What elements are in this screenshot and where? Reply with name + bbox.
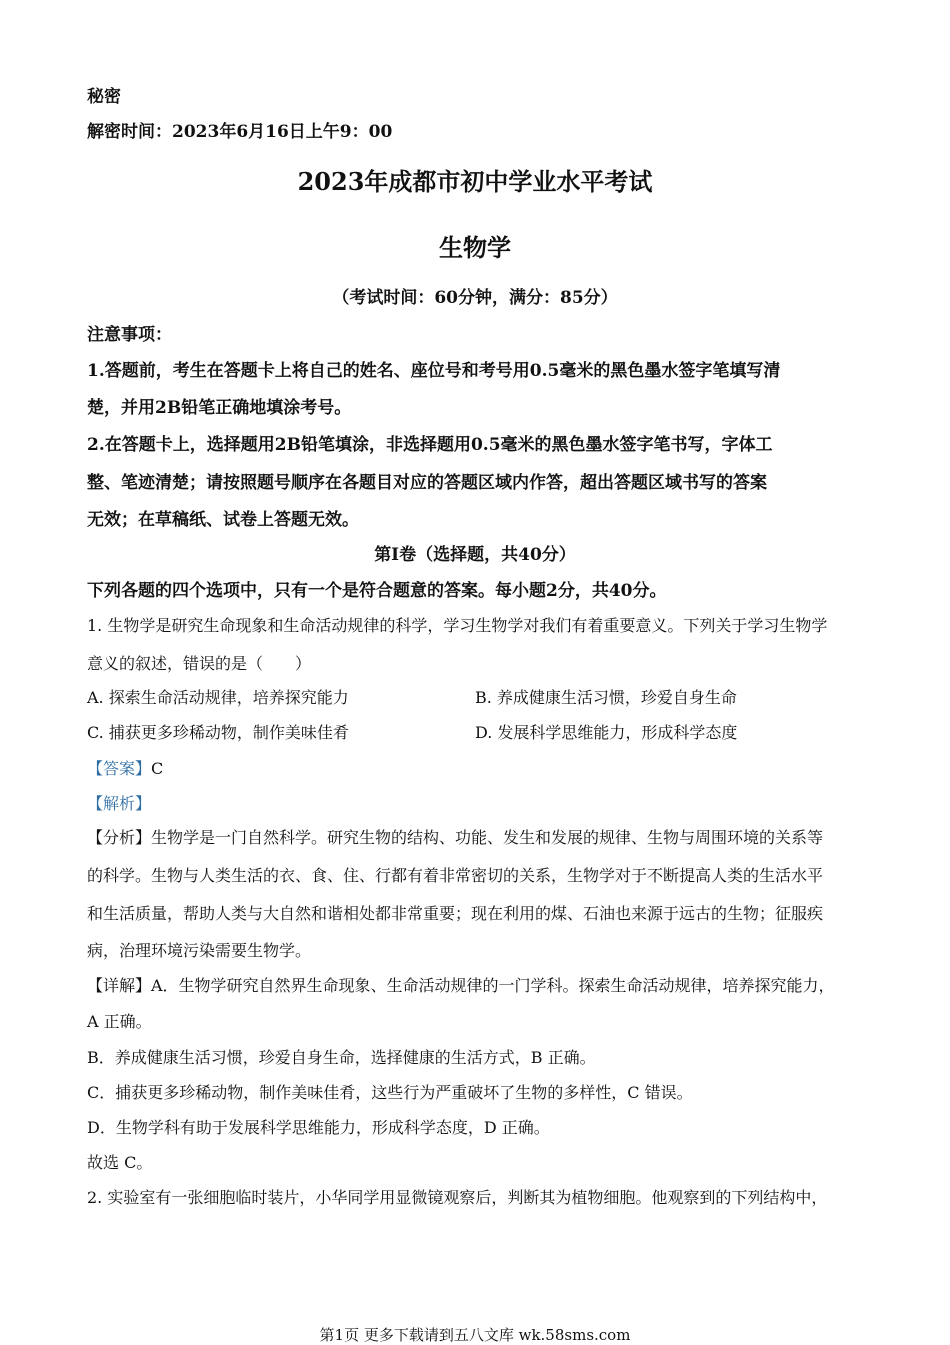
analysis-tag: 【解析】 — [87, 794, 152, 813]
q1-detail-d: D．生物学科有助于发展科学思维能力，形成科学态度，D 正确。 — [87, 1118, 550, 1137]
exam-subject: 生物学 — [439, 233, 511, 262]
q1-option-d: D. 发展科学思维能力，形成科学态度 — [475, 723, 738, 742]
notice-item1-line2: 楚，并用2B铅笔正确地填涂考号。 — [87, 398, 352, 418]
q1-answer — [87, 756, 163, 779]
q1-detail-c: C．捕获更多珍稀动物，制作美味佳肴，这些行为严重破坏了生物的多样性，C 错误。 — [87, 1083, 693, 1102]
q1-stem-line1: 1. 生物学是研究生命现象和生命活动规律的科学，学习生物学对我们有着重要意义。下列关于学习生物学 — [87, 616, 828, 635]
notice-item2-line3: 无效；在草稿纸、试卷上答题无效。 — [87, 510, 359, 530]
q1-analysis-line3: 和生活质量，帮助人类与大自然和谐相处都非常重要；现在利用的煤、石油也来源于远古的生物；征服疾 — [87, 904, 824, 923]
notice-item2-line1: 2.在答题卡上，选择题用2B铅笔填涂，非选择题用0.5毫米的黑色墨水签字笔书写，字体工 — [87, 435, 773, 455]
notice-item2-line2: 整、笔迹清楚；请按照题号顺序在各题目对应的答题区域内作答，超出答题区域书写的答案 — [87, 473, 767, 493]
q2-stem-line1: 2. 实验室有一张细胞临时装片，小华同学用显微镜观察后，判断其为植物细胞。他观察到的下列结构中， — [87, 1188, 828, 1207]
q1-analysis-line1: 【分析】生物学是一门自然科学。研究生物的结构、功能、发生和发展的规律、生物与周围环境的关系等 — [87, 828, 824, 847]
answer-value: C — [151, 759, 164, 778]
page-footer: 第1页 更多下载请到五八文库 wk.58sms.com — [319, 1326, 631, 1344]
q1-detail-line1: 【详解】A．生物学研究自然界生命现象、生命活动规律的一门学科。探索生命活动规律，培养探究能力， — [87, 976, 835, 995]
section-instruction: 下列各题的四个选项中，只有一个是符合题意的答案。每小题2分，共40分。 — [87, 581, 667, 601]
q1-analysis-line2: 的科学。生物与人类生活的衣、食、住、行都有着非常密切的关系，生物学对于不断提高人类的生活水平 — [87, 866, 824, 885]
notice-heading: 注意事项： — [87, 325, 172, 345]
secret-label: 秘密 — [87, 87, 121, 107]
q1-detail-line2: A 正确。 — [87, 1012, 152, 1031]
section-title: 第I卷（选择题，共40分） — [374, 545, 576, 565]
q1-conclusion: 故选 C。 — [87, 1153, 153, 1172]
notice-item1-line1: 1.答题前，考生在答题卡上将自己的姓名、座位号和考号用0.5毫米的黑色墨水签字笔填写清 — [87, 361, 781, 381]
exam-title: 2023年成都市初中学业水平考试 — [297, 167, 653, 196]
q1-analysis-line4: 病，治理环境污染需要生物学。 — [87, 941, 312, 960]
exam-info: （考试时间：60分钟，满分：85分） — [332, 288, 618, 308]
answer-tag: 【答案】 — [87, 759, 152, 778]
q1-detail-b: B．养成健康生活习惯，珍爱自身生命，选择健康的生活方式，B 正确。 — [87, 1048, 596, 1067]
declassify-time: 解密时间：2023年6月16日上午9：00 — [87, 122, 393, 142]
q1-option-a: A. 探索生命活动规律，培养探究能力 — [87, 688, 349, 707]
q1-stem-line2: 意义的叙述，错误的是（ ） — [87, 654, 312, 673]
q1-option-c: C. 捕获更多珍稀动物，制作美味佳肴 — [87, 723, 349, 742]
q1-option-b: B. 养成健康生活习惯，珍爱自身生命 — [475, 688, 737, 707]
